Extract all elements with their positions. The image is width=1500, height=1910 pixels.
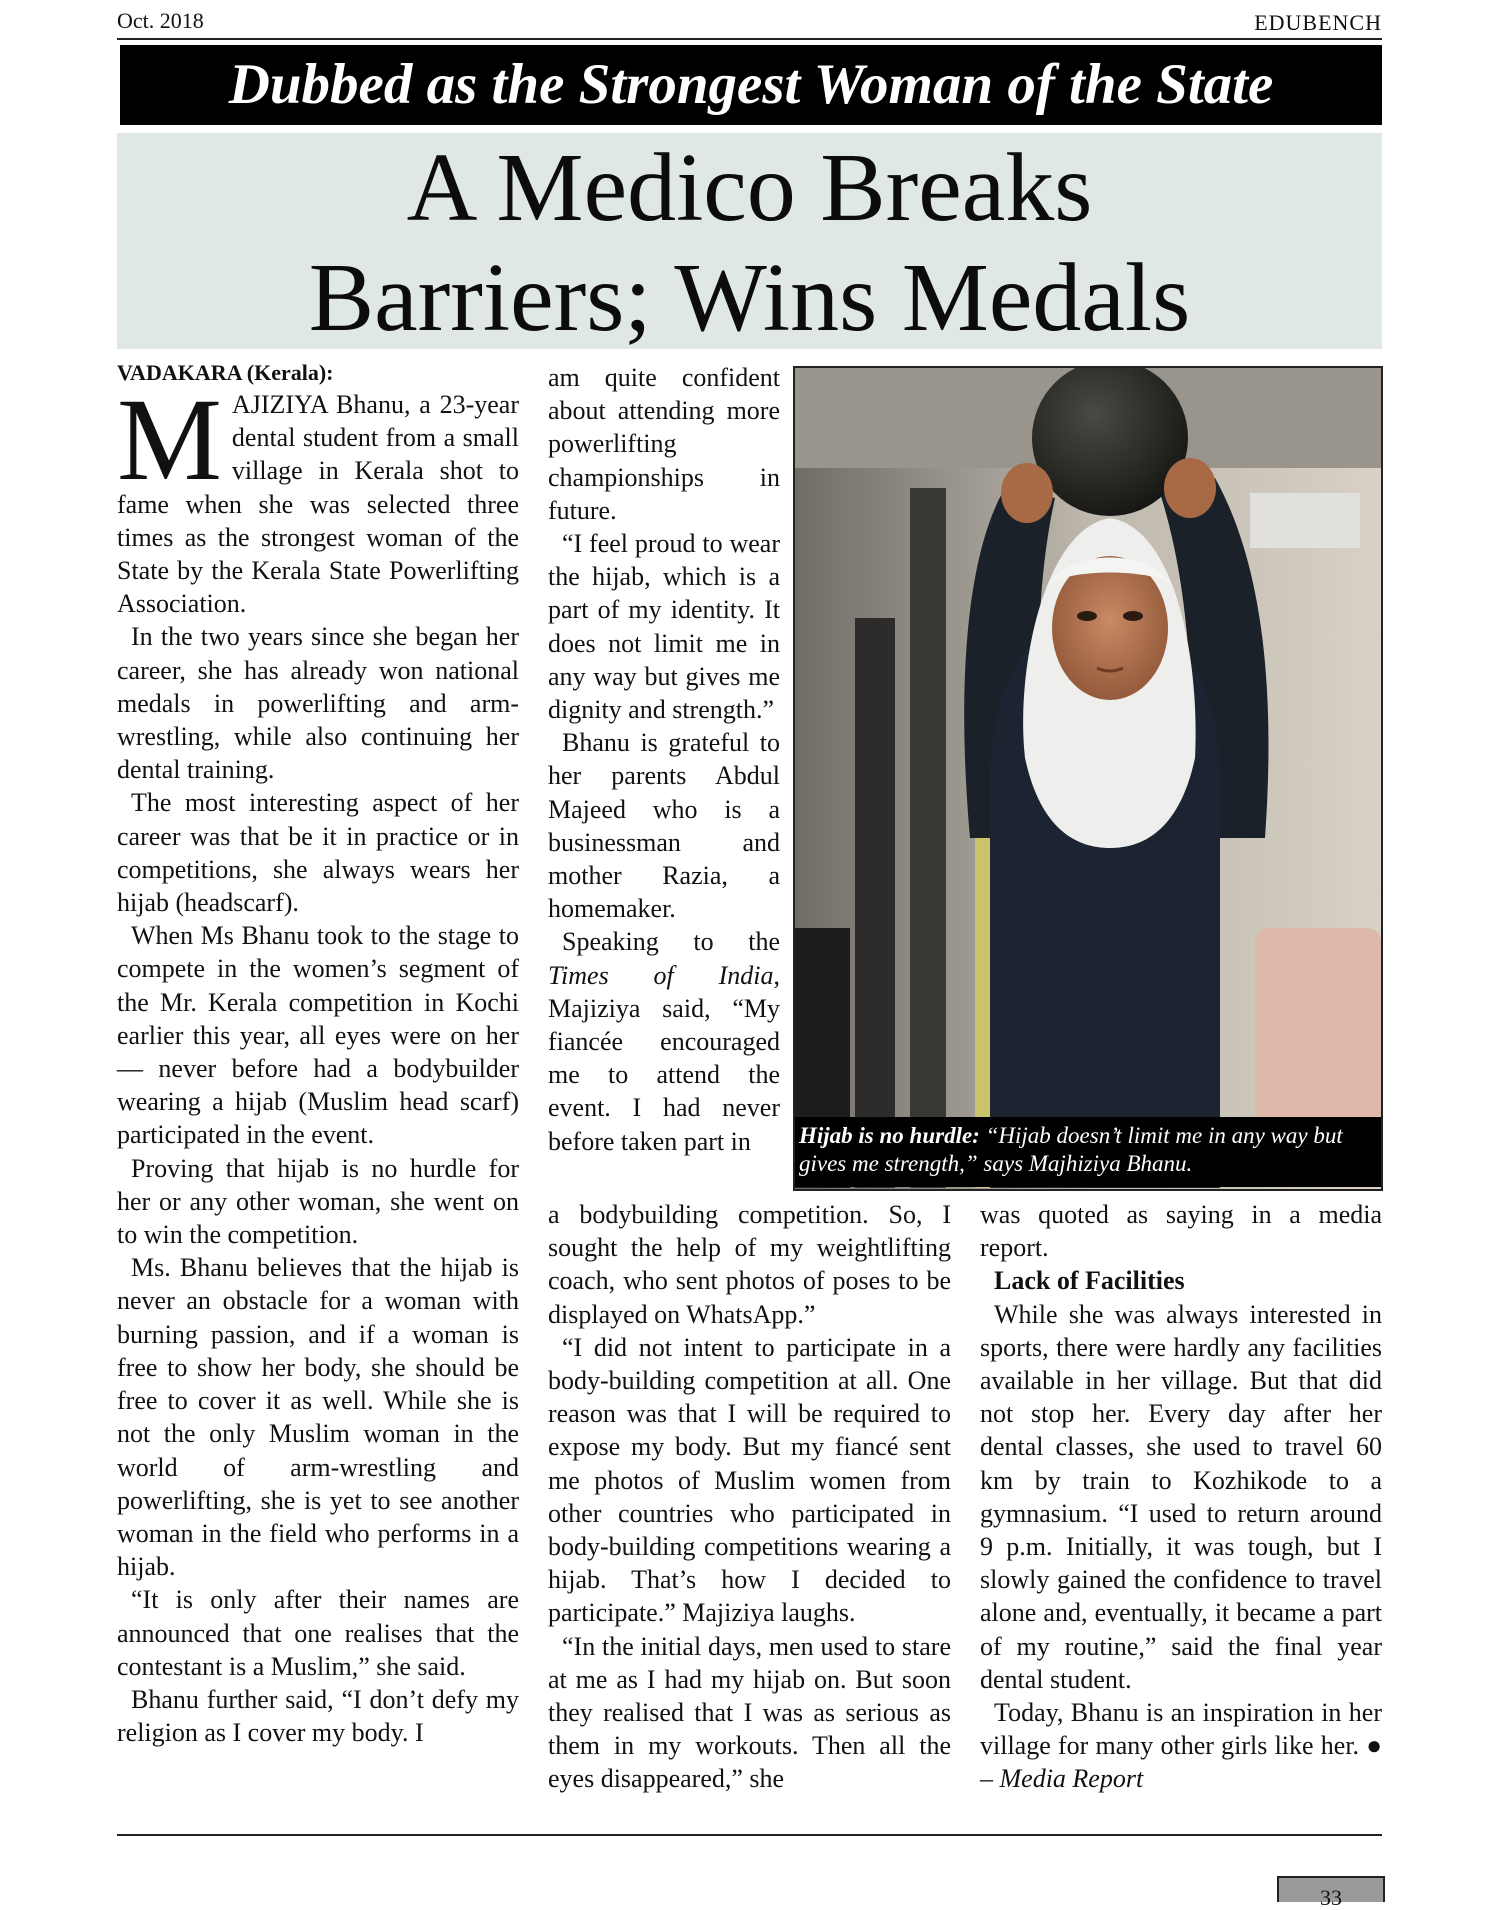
header-rule bbox=[117, 38, 1382, 40]
issue-date: Oct. 2018 bbox=[117, 8, 204, 33]
paragraph: “I feel proud to wear the hijab, which is a part of my identity. It does not limit me in any way but gives me dignity and strength.” bbox=[548, 529, 780, 725]
text-run: , Majiziya said, “My fiancée encouraged me to attend the event. I had never before taken part in bbox=[548, 960, 780, 1156]
headline-line-1: A Medico Breaks bbox=[406, 134, 1093, 242]
subheading: Lack of Facilities bbox=[994, 1266, 1185, 1296]
caption-lead: Hijab is no hurdle: bbox=[799, 1123, 980, 1148]
paragraph: “I did not intent to participate in a body-building competition at all. One reason was that I will be required to expose my body. But my fiancé sent me photos of Muslim women from other countries who participated in body-building competitions wearing a hijab. That’s how I decided to participate.” Majiziya laughs. bbox=[548, 1332, 951, 1628]
paragraph: am quite confident about attending more powerlifting championships in future. bbox=[548, 363, 780, 525]
text-run: Today, Bhanu is an inspiration in her village for many other girls like her. bbox=[980, 1698, 1382, 1761]
page-number: 33 bbox=[1320, 1885, 1342, 1910]
paragraph: Ms. Bhanu believes that the hijab is never an obstacle for a woman with burning passion, and if a woman is free to show her body, she should be free to cover it as well. While she is not the only Muslim woman in the world of arm-wrestling and powerlifting, she is yet to see another woman in the field who performs in a hijab. bbox=[117, 1253, 519, 1582]
publication-name: EDUBENCH bbox=[1254, 10, 1382, 35]
publication-mention: Times of India bbox=[548, 960, 774, 990]
paragraph: “In the initial days, men used to stare at me as I had my hijab on. But soon they realised that I was as serious as them in my workouts. Then all the eyes disappeared,” she bbox=[548, 1631, 951, 1794]
article-column-3 bbox=[980, 1198, 1382, 1796]
paragraph: In the two years since she began her career, she has already won national medals in powerlifting and arm-wrestling, while also continuing her dental training. bbox=[117, 622, 519, 785]
source-credit: – Media Report bbox=[980, 1764, 1144, 1794]
text-run: Speaking to the bbox=[562, 927, 780, 957]
lead-paragraph bbox=[117, 374, 519, 620]
paragraph: Bhanu further said, “I don’t defy my religion as I cover my body. I bbox=[117, 1684, 519, 1748]
photo-caption bbox=[795, 1117, 1381, 1187]
closing-paragraph bbox=[980, 1696, 1382, 1796]
headline-line-2: Barriers; Wins Medals bbox=[308, 244, 1191, 352]
paragraph: was quoted as saying in a media report. bbox=[980, 1200, 1382, 1263]
lead-text: AJIZIYA Bhanu, a 23-year dental student from a small village in Kerala shot to fame when she was selected three times as the strongest woman of the State by the Kerala State Powerlifting Association. bbox=[117, 390, 519, 619]
page-number-box bbox=[1277, 1876, 1385, 1910]
paragraph: Bhanu is grateful to her parents Abdul Majeed who is a businessman and mother Razia, a homemaker. bbox=[548, 728, 780, 924]
paragraph: “It is only after their names are announced that one realises that the contestant is a Muslim,” she said. bbox=[117, 1585, 519, 1681]
caption-text: “Hijab doesn’t limit me in any way but gives me strength,” says Majhiziya Bhanu. bbox=[799, 1123, 1343, 1176]
footer-rule bbox=[117, 1834, 1382, 1836]
kicker-banner: Dubbed as the Strongest Woman of the State bbox=[120, 45, 1382, 125]
paragraph bbox=[548, 925, 780, 1157]
paragraph: Proving that hijab is no hurdle for her or any other woman, she went on to win the competition. bbox=[117, 1153, 519, 1250]
article-column-1 bbox=[117, 358, 519, 1749]
article-column-2-continued bbox=[548, 1198, 951, 1796]
headline bbox=[117, 133, 1382, 353]
dateline: VADAKARA (Kerala): bbox=[117, 360, 334, 385]
paragraph: While she was always interested in sports, there were hardly any facilities available in her village. But that did not stop her. Every day after her dental classes, she used to travel 60 km by train to Kozhikode to a gymnasium. “I used to return around 9 p.m. Initially, it was tough, but I slowly gained the confidence to travel alone and, eventually, it became a part of my routine,” said the final year dental student. bbox=[980, 1299, 1382, 1694]
article-column-2 bbox=[548, 361, 780, 1158]
drop-cap: M bbox=[117, 374, 222, 505]
article-photo bbox=[793, 366, 1383, 1191]
end-bullet: ● bbox=[1366, 1731, 1383, 1761]
woman-in-hijab-lifting-ball-image bbox=[795, 368, 1381, 1189]
paragraph: a bodybuilding competition. So, I sought the help of my weightlifting coach, who sent photos of poses to be displayed on WhatsApp.” bbox=[548, 1200, 951, 1329]
paragraph: The most interesting aspect of her career was that be it in practice or in competitions, she always wears her hijab (headscarf). bbox=[117, 788, 519, 918]
paragraph: When Ms Bhanu took to the stage to compete in the women’s segment of the Mr. Kerala competition in Kochi earlier this year, all eyes were on her — never before had a bodybuilder wearing a hijab (Muslim head scarf) participated in the event. bbox=[117, 921, 519, 1150]
